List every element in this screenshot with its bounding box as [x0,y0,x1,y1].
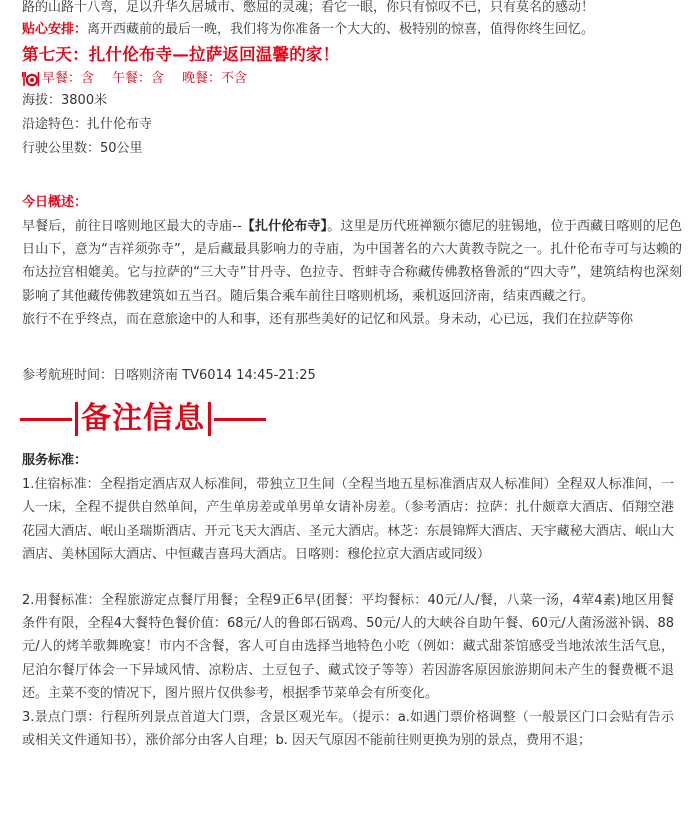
day-title: 第七天：扎什伦布寺—拉萨返回温馨的家！ [22,45,340,64]
overview-paragraph-1 [22,215,682,308]
meal-lunch: 午餐：含 [112,71,165,86]
ticket-standard: 3.景点门票：行程所列景点首道大门票，含景区观光车。（提示：a.如遇门票价格调整（一般景区门口会贴有告示或相关文件通知书），涨价部分由客人自理；b. 因天气原因不能前往则更换为别的景点，费用不退； [22,709,674,749]
service-standard-label: 服务标准： [22,453,88,469]
heading-rule-left [20,418,72,421]
notes-heading-text: 备注信息 [81,401,205,437]
heading-bar-right [208,402,211,436]
tip-line [22,19,692,41]
driving-distance: 行驶公里数：50公里 [22,141,143,156]
route-feature: 沿途特色：扎什伦布寺 [22,117,153,132]
service-standard-list [22,473,674,752]
dining-standard: 2.用餐标准：全程旅游定点餐厅用餐；全程9正6早(团餐：平均餐标：40元/人/餐，八菜一汤，4荤4素)地区用餐条件有限，全程4大餐特色餐价值：68元/人的鲁郎石锅鸡、50元/人的大峡谷自助午餐、60元/人菌汤滋补锅、88元/人的烤羊歌舞晚宴！市内不含餐，客人可自由选择当地特色小吃（例如：藏式甜茶馆感受当地浓浓生活气息，尼泊尔餐厅体会一下异域风情、凉粉店、土豆包子、藏式饺子等等）若因游客原因旅游期间未产生的餐费概不退还。主菜不变的情况下，图片照片仅供参考，根据季节菜单会有所变化。 [22,592,674,702]
tip-label: 贴心安排： [22,22,88,37]
overview-p1-start: 早餐后，前往日喀则地区最大的寺庙-- [22,219,242,234]
meal-breakfast: 早餐：含 [42,71,95,86]
overview-p1-rest: 。这里是历代班禅额尔德尼的驻锡地，位于西藏日喀则的尼色日山下，意为“吉祥须弥寺”，是后藏最具影响力的寺庙，为中国著名的六大黄教寺院之一。扎什伦布寺可与达赖的布达拉宫相媲美。它与拉萨的“三大寺”甘丹寺、色拉寺、哲蚌寺合称藏传佛教格鲁派的“四大寺”，建筑结构也深刻影响了其他藏传佛教建筑如五当召。随后集合乘车前往日喀则机场，乘机返回济南，结束西藏之行。 [22,219,682,304]
spacer [22,567,674,589]
notes-heading [20,397,692,441]
overview-paragraph-2: 旅行不在乎终点，而在意旅途中的人和事，还有那些美好的记忆和风景。身未动，心已远，我们在拉萨等你 [22,311,634,327]
accommodation-standard: 1.住宿标准：全程指定酒店双人标准间，带独立卫生间（全程当地五星标准酒店双人标准间）全程双人标准间，一人一床，全程不提供自然单间，产生单房差或单男单女请补房差。（参考酒店：拉萨：扎什颇章大酒店、佰翔空港花园大酒店、岷山圣瑞斯酒店、开元飞天大酒店、圣元大酒店。林芝：东晨锦辉大酒店、天宇藏秘大酒店、岷山大酒店、美林国际大酒店、中恒藏吉喜玛大酒店。日喀则：穆伦拉京大酒店或同级） [22,477,674,563]
tip-text: 离开西藏前的最后一晚，我们将为你准备一个大大的、极特别的惊喜，值得你终生回忆。 [87,22,595,37]
temple-name: 【扎什伦布寺】 [241,219,328,234]
dining-icon [22,71,40,87]
reference-flight: 参考航班时间：日喀则济南 TV6014 14:45-21:25 [22,368,316,384]
intro-line: 路的山路十八弯，足以升华久居城市、憋屈的灵魂；看它一眼，你只有惊叹不已，只有莫名的感动！ [22,0,595,15]
meals-row [22,69,692,89]
altitude: 海拔：3800米 [22,93,108,108]
meal-dinner: 晚餐：不含 [182,71,248,86]
overview-label: 今日概述： [22,195,88,210]
heading-rule-right [214,418,266,421]
heading-bar-left [75,402,78,436]
overview-text [22,215,682,331]
